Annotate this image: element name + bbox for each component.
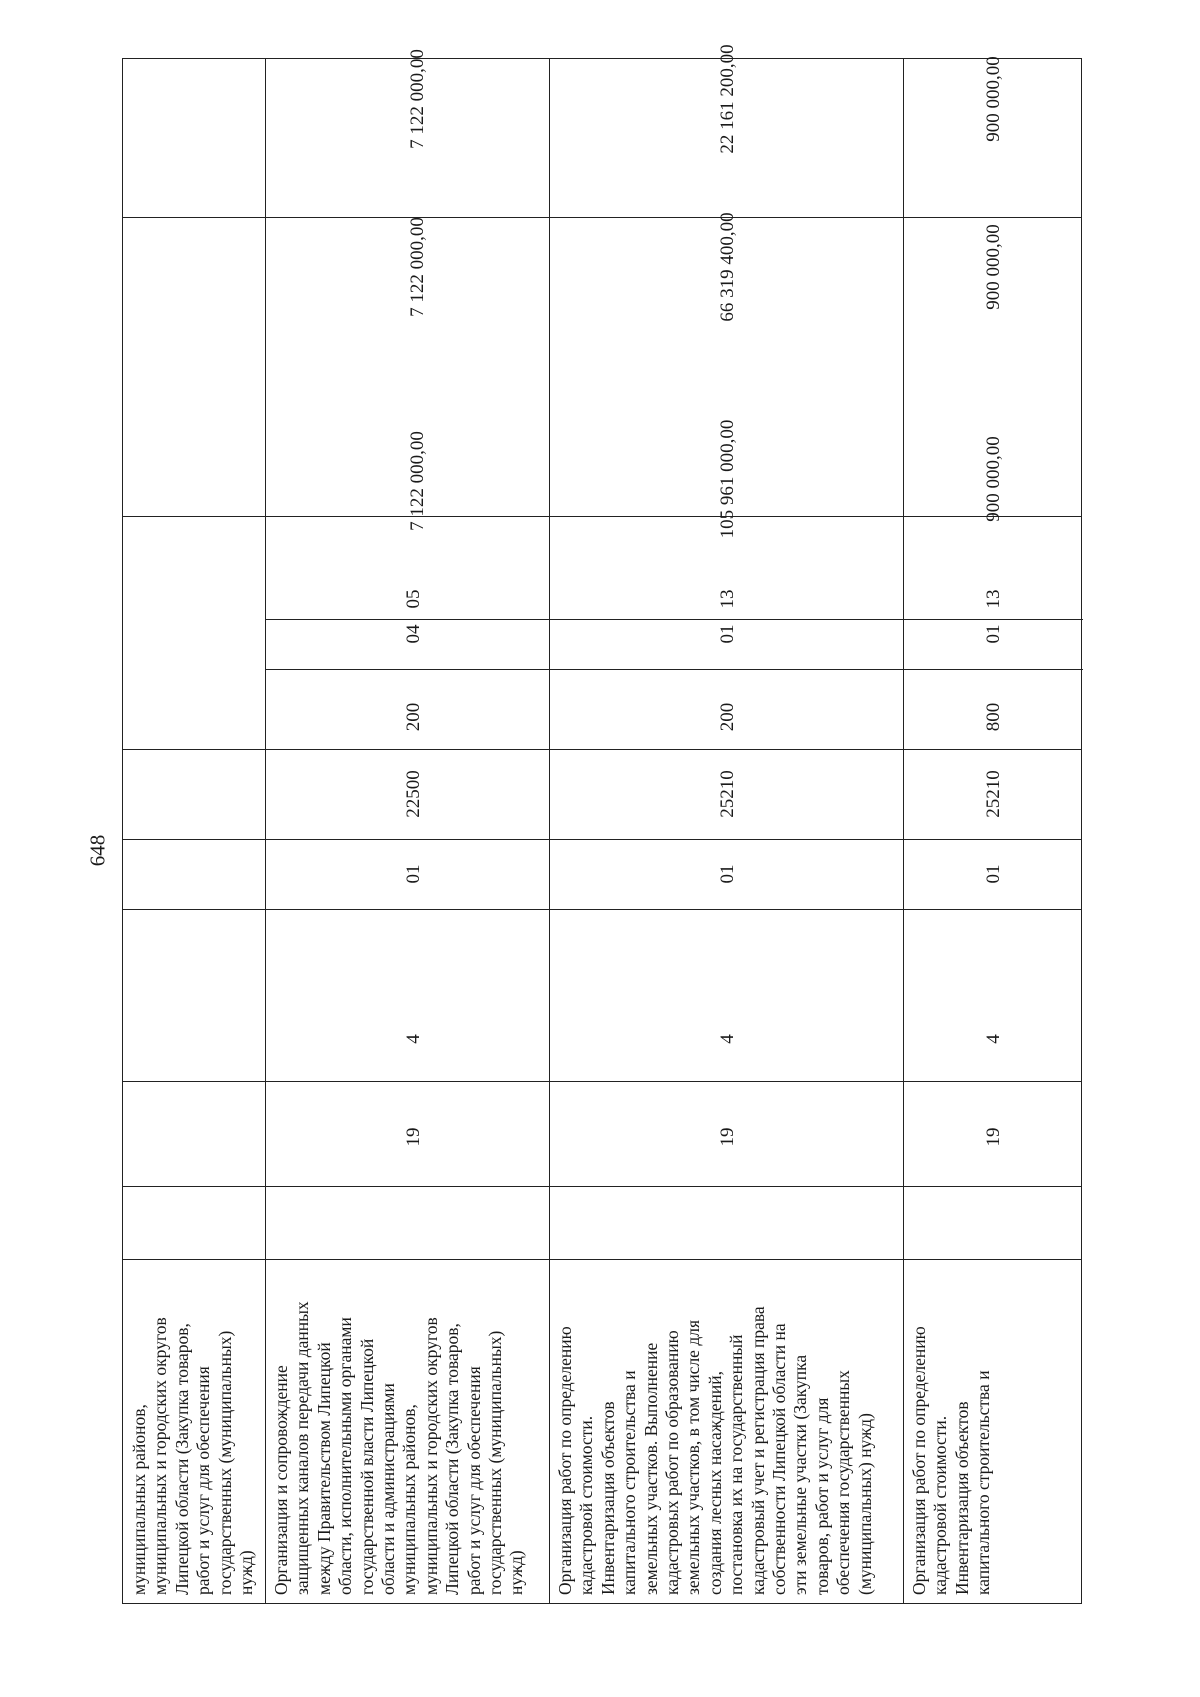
cell-c1: 19: [717, 1127, 738, 1147]
cell-c4: 22500: [403, 770, 424, 818]
cell-c2: 4: [403, 1034, 424, 1044]
cell-c4: 25210: [983, 770, 1004, 818]
cell-amount2: 7 122 000,00: [407, 217, 428, 317]
cell-c6: 01: [717, 624, 738, 644]
cell-c2: 4: [717, 1034, 738, 1044]
cell-separator: [265, 619, 549, 620]
cell-c7: 13: [983, 589, 1004, 609]
cell-c5: 200: [403, 702, 424, 732]
cell-c7: 05: [403, 589, 424, 609]
budget-table: [122, 44, 1082, 1604]
column-separator: [123, 1081, 1081, 1082]
cell-c1: 19: [983, 1127, 1004, 1147]
cell-c3: 01: [403, 864, 424, 884]
cell-amount2: 66 319 400,00: [717, 212, 738, 322]
column-separator: [123, 217, 1081, 218]
row-description: Организация работ по определению кадастровой стоимости. Инвентаризация объектов капитального строительства и земельных участков. Выполнение кадастровых работ по образованию земельных участков, в том числе для создания лесных насаждений, постановка их на государственный кадастровый учет и регистрация права собственности Липецкой области на эти земельные участки (Закупка товаров, работ и услуг для обеспечения государственных (муниципальных) нужд): [555, 1306, 875, 1595]
cell-separator: [265, 669, 549, 670]
cell-amount1: 7 122 000,00: [407, 431, 428, 531]
cell-c4: 25210: [717, 770, 738, 818]
cell-amount3: 22 161 200,00: [717, 44, 738, 154]
row-description: муниципальных районов, муниципальных и городских округов Липецкой области (Закупка товаров, работ и услуг для обеспечения государственных (муниципальных) нужд): [129, 1317, 257, 1595]
cell-c5: 200: [717, 702, 738, 732]
cell-separator: [903, 669, 1083, 670]
row-separator: [265, 59, 266, 1603]
page-number: 648: [85, 834, 110, 867]
column-separator: [123, 516, 1081, 517]
cell-c7: 13: [717, 589, 738, 609]
row-separator: [549, 59, 550, 1603]
cell-separator: [549, 619, 903, 620]
cell-separator: [549, 669, 903, 670]
cell-amount3: 900 000,00: [983, 56, 1004, 142]
cell-c3: 01: [983, 864, 1004, 884]
cell-amount2: 900 000,00: [983, 224, 1004, 310]
cell-amount3: 7 122 000,00: [407, 49, 428, 149]
cell-c6: 04: [403, 624, 424, 644]
cell-separator: [903, 619, 1083, 620]
row-description: Организация и сопровождение защищенных каналов передачи данных между Правительством Липецкой области, исполнительными органами государственной власти Липецкой области и администрациями муниципальных районов, муниципальных и городских округов Липецкой области (Закупка товаров, работ и услуг для обеспечения государственных (муниципальных) нужд): [271, 1301, 527, 1595]
cell-amount1: 900 000,00: [983, 436, 1004, 522]
cell-c5: 800: [983, 702, 1004, 732]
cell-c1: 19: [403, 1127, 424, 1147]
row-description: Организация работ по определению кадастровой стоимости. Инвентаризация объектов капитального строительства и: [909, 1326, 994, 1595]
cell-c6: 01: [983, 624, 1004, 644]
cell-amount1: 105 961 000,00: [717, 419, 738, 539]
cell-c2: 4: [983, 1034, 1004, 1044]
column-separator: [123, 749, 1081, 750]
column-separator: [123, 839, 1081, 840]
cell-c3: 01: [717, 864, 738, 884]
row-separator: [903, 59, 904, 1603]
column-separator: [123, 909, 1081, 910]
